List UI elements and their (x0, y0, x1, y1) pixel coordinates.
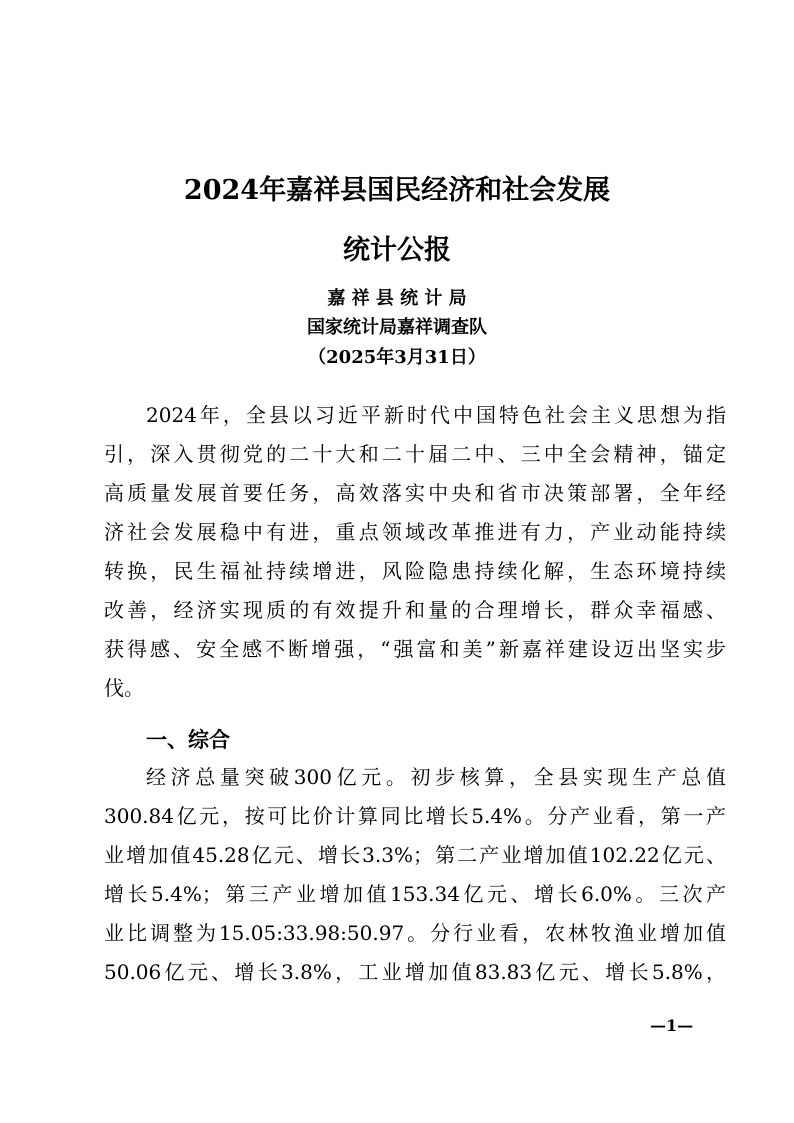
text-line: 业比调整为15.05:33.98:50.97。分行业看，农林牧渔业增加值 (104, 921, 726, 945)
issuer-bureau: 嘉 祥 县 统 计 局 (327, 288, 467, 309)
text-line: 济社会发展稳中有进，重点领域改革推进有力，产业动能持续 (104, 520, 726, 544)
text-line: 300.84亿元，按可比价计算同比增长5.4%。分产业看，第一产 (104, 804, 726, 828)
text-line: 改善，经济实现质的有效提升和量的合理增长，群众幸福感、 (104, 598, 726, 622)
section-heading: 一、综合 (146, 727, 230, 752)
text-line: 转换，民生福祉持续增进，风险隐患持续化解，生态环境持续 (104, 559, 726, 583)
publish-date: （2025年3月31日） (308, 347, 486, 368)
document-title: 2024年嘉祥县国民经济和社会发展 (183, 175, 611, 206)
text-line: 增长5.4%；第三产业增加值153.34亿元、增长6.0%。三次产 (104, 882, 726, 906)
text-line: 伐。 (104, 676, 144, 700)
document-title-line2: 统计公报 (343, 235, 451, 266)
issuer-survey-team: 国家统计局嘉祥调查队 (307, 317, 487, 338)
text-line: 获得感、安全感不断增强，“强富和美”新嘉祥建设迈出坚实步 (104, 637, 726, 661)
text-line: 引，深入贯彻党的二十大和二十届二中、三中全会精神，锚定 (104, 442, 726, 466)
text-line: 50.06亿元、增长3.8%，工业增加值83.83亿元、增长5.8%， (104, 960, 726, 984)
text-line: 2024年，全县以习近平新时代中国特色社会主义思想为指 (146, 403, 726, 427)
text-line: 业增加值45.28亿元、增长3.3%；第二产业增加值102.22亿元、 (104, 843, 726, 867)
page-number: —1— (650, 1016, 694, 1035)
text-line: 经济总量突破300亿元。初步核算，全县实现生产总值 (146, 765, 726, 789)
text-line: 高质量发展首要任务，高效落实中央和省市决策部署，全年经 (104, 481, 726, 505)
